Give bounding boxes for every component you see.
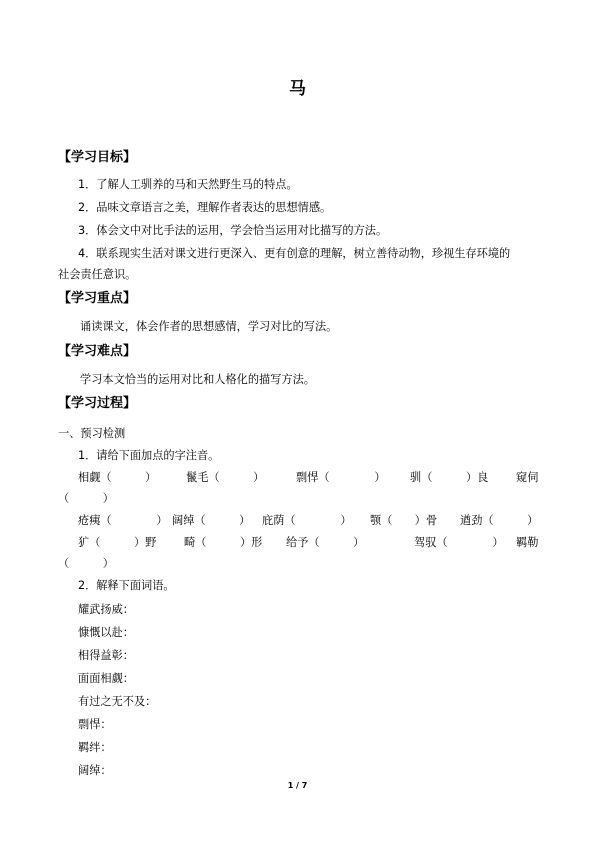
pinyin-item: 疮痍（ ） (78, 514, 168, 527)
difficulties-heading: 【学习难点】 (58, 344, 137, 359)
term-item: 有过之无不及： (78, 695, 157, 708)
pinyin-item: 羁勒 (516, 536, 539, 549)
page-number: 1 / 7 (287, 781, 308, 790)
objective-item-3: 3．体会文中对比手法的运用，学会恰当运用对比描写的方法。 (78, 224, 388, 237)
term-item: 慷慨以赴： (78, 626, 134, 639)
objective-item-4: 4．联系现实生活对课文进行更深入、更有创意的理解，树立善待动物，珍视生存环境的 (78, 247, 511, 260)
objective-item-4-cont: 社会责任意识。 (58, 268, 137, 281)
pinyin-item: 颚（ ）骨 (370, 514, 438, 527)
objective-item-1: 1．了解人工驯养的马和天然野生马的特点。 (78, 178, 298, 191)
term-item: 面面相觑： (78, 672, 134, 685)
pinyin-item-wrap: （ ） (58, 492, 114, 505)
pinyin-item: 阔绰（ ） (172, 514, 251, 527)
objectives-heading: 【学习目标】 (58, 150, 137, 165)
process-heading: 【学习过程】 (58, 396, 137, 411)
pinyin-item: 相觑（ ） (78, 471, 157, 484)
pinyin-item: 鬣毛（ ） (186, 471, 265, 484)
pinyin-item: 犷（ ）野 (78, 536, 157, 549)
keypoints-text: 诵读课文，体会作者的思想感情，学习对比的写法。 (80, 320, 338, 333)
pinyin-item-wrap: （ ） (58, 557, 114, 570)
term-item: 相得益彰： (78, 649, 134, 662)
pinyin-item: 给予（ ） (286, 536, 365, 549)
term-item: 羁绊： (78, 741, 112, 754)
term-item: 阔绰： (78, 764, 112, 777)
pinyin-item: 庇荫（ ） (262, 514, 352, 527)
pinyin-item: 遒劲（ ） (460, 514, 539, 527)
question-1: 1．请给下面加点的字注音。 (78, 449, 220, 462)
question-2: 2．解释下面词语。 (78, 579, 175, 592)
pinyin-item: 剽悍（ ） (296, 471, 386, 484)
objective-item-2: 2．品味文章语言之美，理解作者表达的思想情感。 (78, 201, 332, 214)
pinyin-item: 窥伺 (516, 471, 539, 484)
difficulties-text: 学习本文恰当的运用对比和人格化的描写方法。 (80, 373, 315, 386)
pinyin-item: 畸（ ）形 (184, 536, 263, 549)
pinyin-item: 驯（ ）良 (410, 471, 489, 484)
pinyin-item: 驾驭（ ） (414, 536, 504, 549)
term-item: 剽悍： (78, 718, 112, 731)
term-item: 耀武扬威： (78, 603, 134, 616)
section-preview-check: 一、预习检测 (58, 427, 126, 440)
keypoints-heading: 【学习重点】 (58, 291, 137, 306)
page-title: 马 (289, 79, 306, 99)
